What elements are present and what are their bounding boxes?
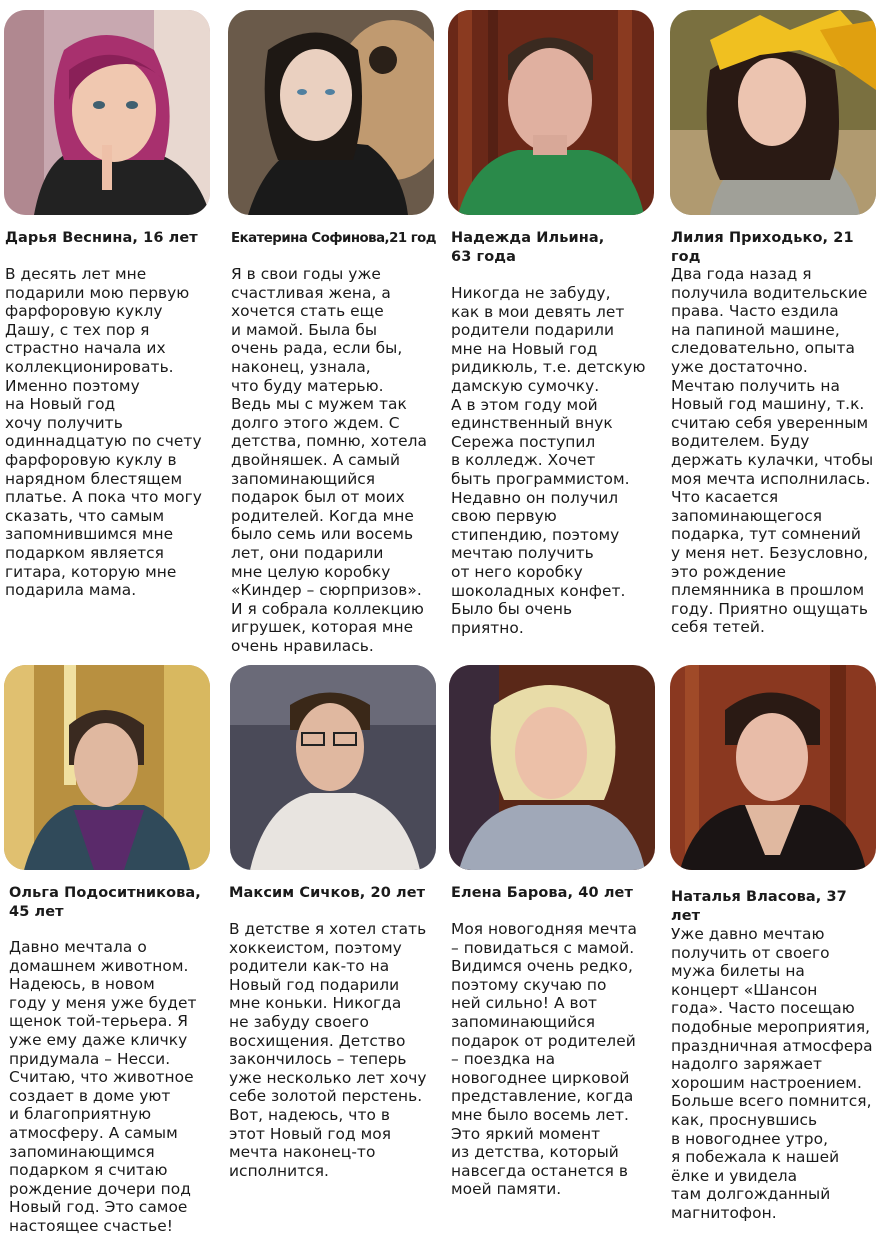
person-text: Давно мечтала о домашнем животном. Надеюсь, в новом году у меня уже будет щенок той-терьера. Я уже ему даже кличку придумала – Несси. Считаю, что животное создает в доме уют и благоприятную атмосферу. А самым запоминающимся подарком я считаю рождение дочери под Новый год. Это самое настоящее счастье! [9, 938, 197, 1235]
person-text: В детстве я хотел стать хоккеистом, поэтому родители как-то на Новый год подарили мне коньки. Никогда не забуду своего восхищения. Детство закончилось – теперь уже несколько лет хочу себе золотой перстень. Вот, надеюсь, что в этот Новый год моя мечта наконец-то исполнится. [229, 920, 427, 1180]
person-name: Ольга Подоситникова, 45 лет [9, 885, 201, 920]
person-name: Максим Сичков, 20 лет [229, 885, 426, 901]
photo-maksim [230, 665, 436, 870]
person-text: Никогда не забуду, как в мои девять лет родители подарили мне на Новый год ридикюль, т.е. детскую дамскую сумочку. А в этом году мой единственный внук Сережа поступил в колледж. Хочет быть программистом. Недавно он получил свою первую стипендию, поэтому мечтаю получить от него коробку шоколадных конфет. Было бы очень приятно. [451, 284, 646, 637]
person-name: Наталья Власова, 37 лет [671, 889, 847, 924]
photo-natalya [670, 665, 876, 870]
person-text: В десять лет мне подарили мою первую фарфоровую куклу Дашу, с тех пор я страстно начала их коллекционировать. Именно поэтому на Новый год хочу получить одиннадцатую по счету фарфоровую куклу в нарядном блестящем платье. А пока что могу сказать, что самым запомнившимся мне подарком является гитара, которую мне подарила мама. [5, 265, 202, 600]
person-name: Надежда Ильина, 63 года [451, 230, 605, 265]
photo-elena [449, 665, 655, 870]
person-name: Екатерина Софинова,21 год [231, 231, 437, 246]
person-name: Дарья Веснина, 16 лет [5, 230, 198, 246]
photo-olga [4, 665, 210, 870]
photo-darya [4, 10, 210, 215]
photo-liliya [670, 10, 876, 215]
person-name: Лилия Приходько, 21 год [671, 230, 854, 265]
person-text: Два года назад я получила водительские права. Часто ездила на папиной машине, следовательно, опыта уже достаточно. Мечтаю получить на Новый год машину, т.к. считаю себя уверенным водителем. Буду держать кулачки, чтобы моя мечта исполнилась. Что касается запоминающегося подарка, тут сомнений у меня нет. Безусловно, это рождение племянника в прошлом году. Приятно ощущать себя тетей. [671, 265, 874, 637]
photo-ekaterina [228, 10, 434, 215]
person-name: Елена Барова, 40 лет [451, 885, 633, 901]
person-text: Уже давно мечтаю получить от своего мужа билеты на концерт «Шансон года». Часто посещаю подобные мероприятия, праздничная атмосфера надолго заряжает хорошим настроением. Больше всего помнится, как, проснувшись в новогоднее утро, я побежала к нашей ёлке и увидела там долгожданный магнитофон. [671, 925, 873, 1222]
person-text: Я в свои годы уже счастливая жена, а хочется стать еще и мамой. Была бы очень рада, если бы, наконец, узнала, что буду матерью. Ведь мы с мужем так долго этого ждем. С детства, помню, хотела двойняшек. А самый запоминающийся подарок был от моих родителей. Когда мне было семь или восемь лет, они подарили мне целую коробку «Киндер – сюрпризов». И я собрала коллекцию игрушек, которая мне очень нравилась. [231, 265, 428, 655]
photo-nadezhda [448, 10, 654, 215]
person-text: Моя новогодняя мечта – повидаться с мамой. Видимся очень редко, поэтому скучаю по ней сильно! А вот запоминающийся подарок от родителей – поездка на новогоднее цирковой представление, когда мне было восемь лет. Это яркий момент из детства, который навсегда останется в моей памяти. [451, 920, 637, 1199]
